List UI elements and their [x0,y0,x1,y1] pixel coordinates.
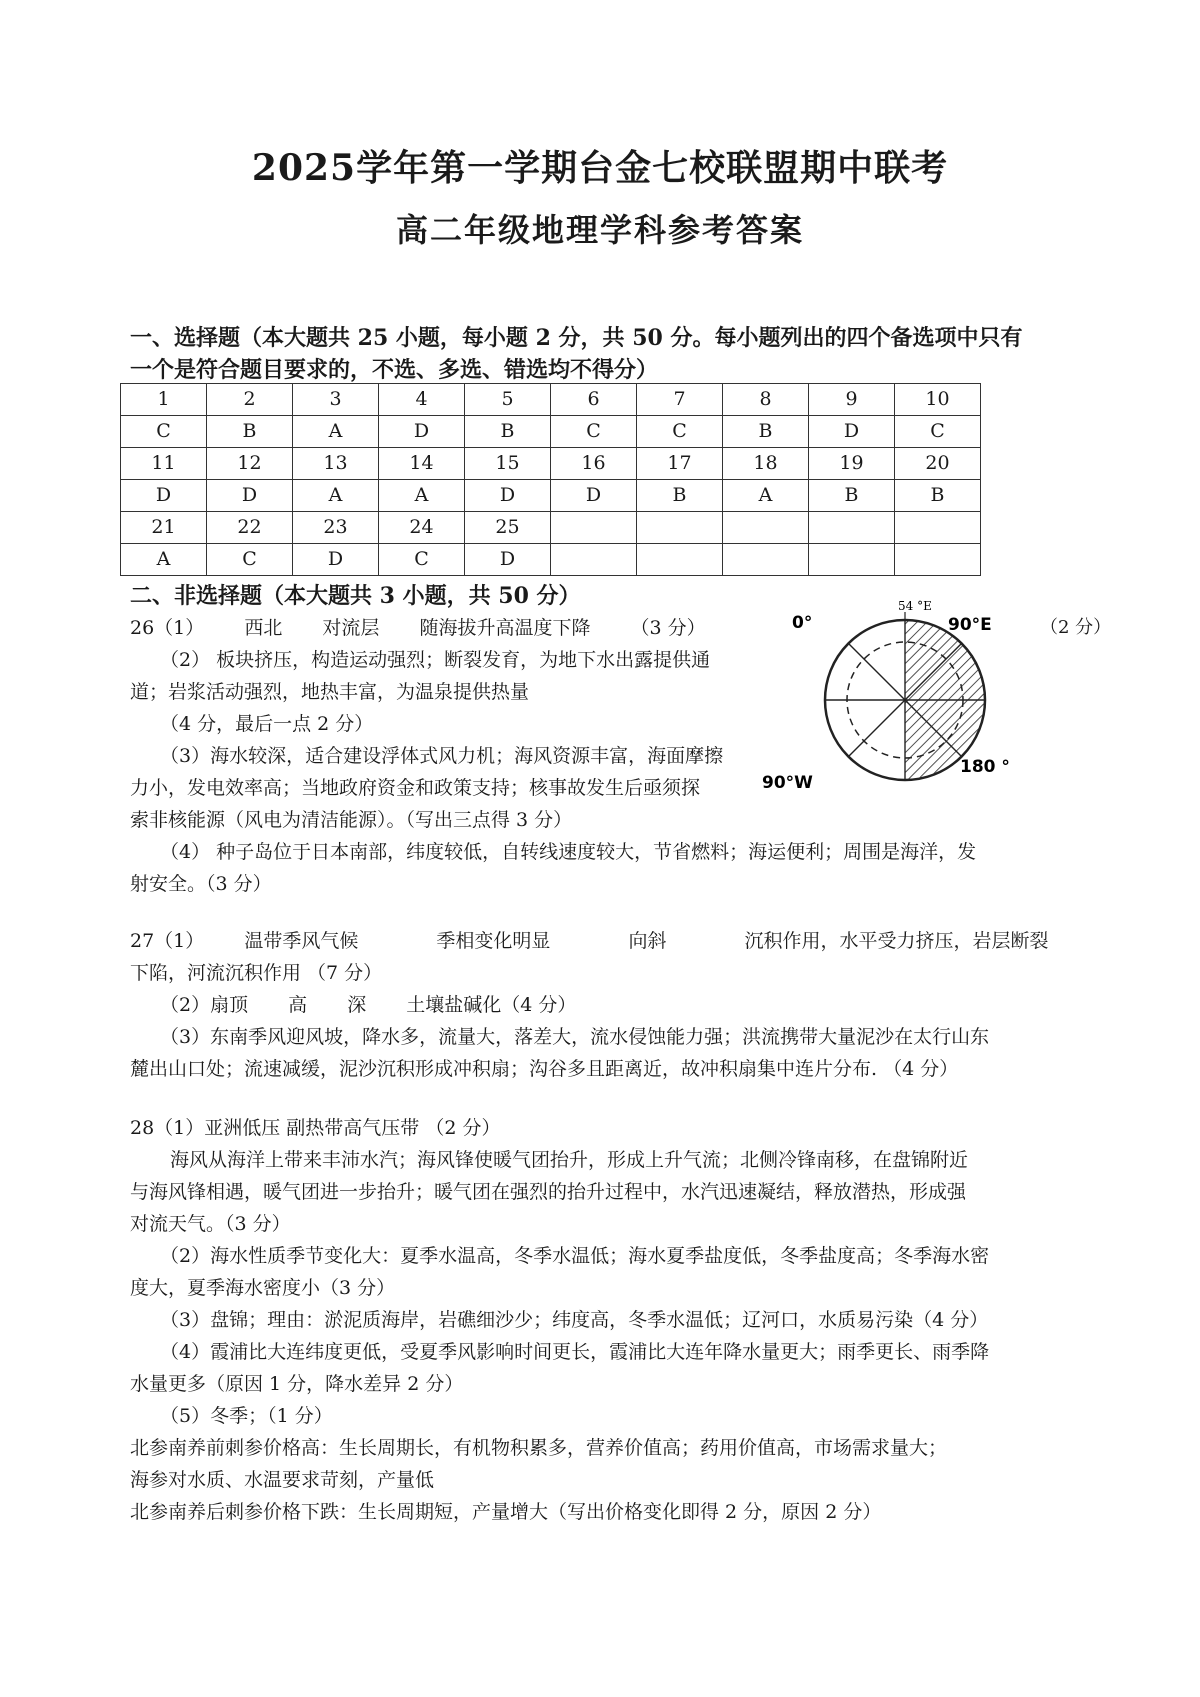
answer-table [120,383,981,576]
q26-line2: （2） 板块挤压，构造运动强烈；断裂发育，为地下水出露提供通 [160,649,711,671]
label-90e: 90°E [948,615,992,635]
question-number-cell: 19 [809,448,895,480]
question-number-cell: 14 [379,448,465,480]
question-number-cell: 20 [895,448,981,480]
question-number-cell: 1 [121,384,207,416]
answer-cell: D [379,416,465,448]
q26-answer-a: 西北 [244,617,283,639]
question-number-cell: 12 [207,448,293,480]
q28-line7: （3）盘锦；理由：淤泥质海岸，岩礁细沙少；纬度高，冬季水温低；辽河口，水质易污染（4 分） [160,1309,989,1331]
question-number-cell [809,512,895,544]
diagram-score: （2 分） [1040,617,1112,638]
q27-2-b: 高 [288,994,308,1016]
answer-cell: C [895,416,981,448]
answer-cell: D [465,480,551,512]
q28-line6: 度大，夏季海水密度小（3 分） [130,1277,396,1299]
question-number-cell: 25 [465,512,551,544]
answer-cell: B [809,480,895,512]
answer-cell: C [637,416,723,448]
question-number-cell: 6 [551,384,637,416]
answer-cell: A [723,480,809,512]
section1-heading-line1: 一、选择题（本大题共 25 小题，每小题 2 分，共 50 分。每小题列出的四个备选项中只有 [130,325,1023,351]
q27-line2: 下陷，河流沉积作用 （7 分） [130,962,383,984]
q26-answer-c: 随海拔升高温度下降 [419,617,591,639]
answer-cell [551,544,637,576]
q26-line3: 道；岩浆活动强烈，地热丰富，为温泉提供热量 [130,681,530,703]
answer-cell: D [293,544,379,576]
q26-number: 26（1） [130,617,205,639]
q27-answer-c: 向斜 [628,930,667,952]
answer-cell [723,544,809,576]
question-number-cell: 10 [895,384,981,416]
question-number-cell [723,512,809,544]
answer-cell: A [293,416,379,448]
meridian-lines [825,620,985,780]
section1-heading-line2: 一个是符合题目要求的，不选、多选、错选均不得分） [130,357,659,383]
q28-line9: 水量更多（原因 1 分，降水差异 2 分） [130,1373,464,1395]
page-title: 2025学年第一学期台金七校联盟期中联考 [251,147,949,189]
answer-cell [895,544,981,576]
answer-cell: A [293,480,379,512]
answer-cell: D [551,480,637,512]
q27-2-c: 深 [347,994,367,1016]
question-number-cell [637,512,723,544]
q28-line5: （2）海水性质季节变化大：夏季水温高，冬季水温低；海水夏季盐度低，冬季盐度高；冬季海水密 [160,1245,990,1267]
q28-line13: 北参南养后刺参价格下跌：生长周期短，产量增大（写出价格变化即得 2 分，原因 2 分） [130,1501,882,1523]
question-number-cell: 24 [379,512,465,544]
question-number-row [121,512,981,544]
q26-line6: 力小，发电效率高；当地政府资金和政策支持；核事故发生后亟须探 [130,777,701,799]
answer-cell: A [121,544,207,576]
question-number-cell: 21 [121,512,207,544]
answer-cell: B [723,416,809,448]
q28-line1: 28（1）亚洲低压 副热带高气压带 （2 分） [130,1117,501,1139]
question-number-cell [551,512,637,544]
q28-line10: （5）冬季；（1 分） [160,1405,333,1427]
q27-2-a: （2）扇顶 [160,994,249,1016]
section2-heading: 二、非选择题（本大题共 3 小题，共 50 分） [130,583,581,609]
answer-row [121,416,981,448]
q28-line12: 海参对水质、水温要求苛刻，产量低 [130,1469,435,1491]
q28-line2: 海风从海洋上带来丰沛水汽；海风锋使暖气团抬升，形成上升气流；北侧冷锋南移，在盘锦附近 [170,1149,969,1171]
answer-cell: D [465,544,551,576]
question-number-cell: 18 [723,448,809,480]
q26-answer-b: 对流层 [322,617,380,639]
question-number-row [121,448,981,480]
question-number-cell: 15 [465,448,551,480]
q27-line1 [130,925,1080,957]
question-number-cell: 11 [121,448,207,480]
answer-cell: D [207,480,293,512]
question-number-cell: 23 [293,512,379,544]
question-number-cell: 8 [723,384,809,416]
question-number-cell: 13 [293,448,379,480]
question-number-cell: 4 [379,384,465,416]
q26-line9: 射安全。（3 分） [130,873,272,895]
question-number-cell: 16 [551,448,637,480]
question-number-cell [895,512,981,544]
q27-line5: 麓出山口处；流速减缓，泥沙沉积形成冲积扇；沟谷多且距离近，故冲积扇集中连片分布. （4 分） [130,1058,959,1080]
answer-cell: A [379,480,465,512]
q27-answer-d: 沉积作用，水平受力挤压，岩层断裂 [744,930,1049,952]
q27-line4: （3）东南季风迎风坡，降水多，流量大，落差大，流水侵蚀能力强；洪流携带大量泥沙在太行山东 [160,1026,990,1048]
label-0: 0° [792,613,813,633]
answer-cell [637,544,723,576]
answer-cell: B [465,416,551,448]
q26-line8: （4） 种子岛位于日本南部，纬度较低，自转线速度较大，节省燃料；海运便利；周围是海洋，发 [160,841,977,863]
answer-cell: C [207,544,293,576]
question-number-cell: 17 [637,448,723,480]
question-number-row [121,384,981,416]
q26-line7: 索非核能源（风电为清洁能源）。（写出三点得 3 分） [130,809,573,831]
answer-cell: C [551,416,637,448]
answer-row [121,544,981,576]
question-number-cell: 9 [809,384,895,416]
q28-line11: 北参南养前刺参价格高：生长周期长，有机物积累多，营养价值高；药用价值高，市场需求量大； [130,1437,948,1459]
question-number-cell: 3 [293,384,379,416]
answer-cell: C [121,416,207,448]
page-subtitle: 高二年级地理学科参考答案 [395,211,804,249]
q26-score: （3 分） [630,617,706,639]
q27-line3 [160,989,1110,1021]
answer-cell [809,544,895,576]
q26-line4: （4 分，最后一点 2 分） [160,713,374,735]
answer-cell: B [207,416,293,448]
question-number-cell: 5 [465,384,551,416]
polar-view-diagram [762,599,1020,793]
answer-cell: C [379,544,465,576]
label-54e: 54 °E [898,599,932,613]
answer-cell: B [895,480,981,512]
q28-line8: （4）霞浦比大连纬度更低，受夏季风影响时间更长，霞浦比大连年降水量更大；雨季更长、雨季降 [160,1341,990,1363]
question-number-cell: 2 [207,384,293,416]
answer-cell: D [809,416,895,448]
answer-cell: D [121,480,207,512]
q27-answer-a: 温带季风气候 [244,930,359,952]
label-180: 180 ° [960,757,1010,777]
answer-row [121,480,981,512]
q28-line3: 与海风锋相遇，暖气团进一步抬升；暖气团在强烈的抬升过程中，水汽迅速凝结，释放潜热，形成强 [130,1181,967,1203]
q26-line5: （3）海水较深，适合建设浮体式风力机；海风资源丰富，海面摩擦 [160,745,724,767]
q27-2-d: 土壤盐碱化（4 分） [406,994,577,1016]
q27-number: 27（1） [130,930,205,952]
answer-cell: B [637,480,723,512]
q27-answer-b: 季相变化明显 [436,930,551,952]
q28-line4: 对流天气。（3 分） [130,1213,291,1235]
question-number-cell: 7 [637,384,723,416]
question-number-cell: 22 [207,512,293,544]
label-90w: 90°W [762,773,813,793]
